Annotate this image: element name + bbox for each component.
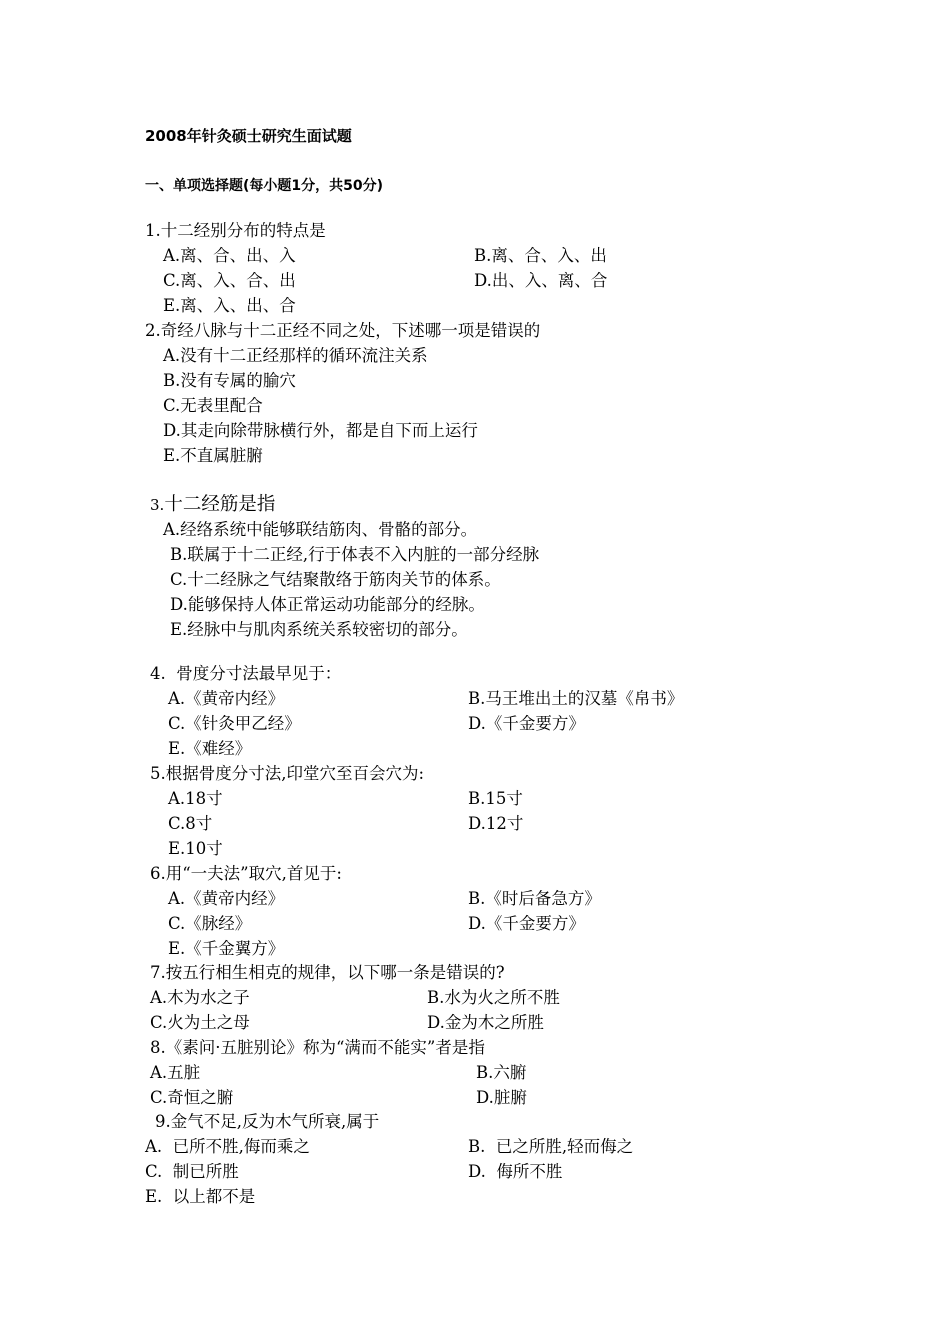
question-6-option-d: D.《千金要方》: [468, 914, 585, 933]
question-1-option-e: E.离、入、出、合: [163, 296, 296, 315]
question-6-stem: 6.用“一夫法”取穴,首见于:: [150, 864, 342, 883]
question-5-option-e: E.10寸: [168, 839, 223, 858]
question-2-option-b: B.没有专属的腧穴: [163, 371, 296, 390]
question-1-option-c: C.离、入、合、出: [163, 271, 296, 290]
question-9-stem: 9.金气不足,反为木气所衰,属于: [155, 1112, 380, 1131]
question-9-option-b: B. 已之所胜,轻而侮之: [468, 1137, 634, 1156]
question-7-stem: 7.按五行相生相克的规律，以下哪一条是错误的?: [150, 963, 505, 982]
question-6-option-e: E.《千金翼方》: [168, 939, 285, 958]
question-3-option-e: E.经脉中与肌肉系统关系较密切的部分。: [170, 620, 468, 639]
question-7-option-d: D.金为木之所胜: [427, 1013, 544, 1032]
question-6-option-c: C.《脉经》: [168, 914, 252, 933]
question-7-option-a: A.木为水之子: [150, 988, 250, 1007]
question-9-option-c: C. 制已所胜: [145, 1162, 239, 1181]
question-2-option-c: C.无表里配合: [163, 396, 263, 415]
question-1-option-d: D.出、入、离、合: [474, 271, 608, 290]
question-2-option-d: D.其走向除带脉横行外，都是自下而上运行: [163, 421, 478, 440]
question-8-option-a: A.五脏: [150, 1063, 201, 1082]
question-1-option-b: B.离、合、入、出: [474, 246, 607, 265]
question-1-option-a: A.离、合、出、入: [163, 246, 296, 265]
question-2-option-e: E.不直属脏腑: [163, 446, 263, 465]
section-heading: 一、单项选择题(每小题1分，共50分): [145, 178, 384, 194]
question-3-option-c: C.十二经脉之气结聚散络于筋肉关节的体系。: [170, 570, 501, 589]
question-4-option-b: B.马王堆出土的汉墓《帛书》: [468, 689, 684, 708]
question-7-option-b: B.水为火之所不胜: [427, 988, 560, 1007]
question-8-option-c: C.奇恒之腑: [150, 1088, 234, 1107]
question-3-option-d: D.能够保持人体正常运动功能部分的经脉。: [170, 595, 485, 614]
question-6-option-b: B.《时后备急方》: [468, 889, 601, 908]
question-3-option-b: B.联属于十二正经,行于体表不入内脏的一部分经脉: [170, 545, 540, 564]
question-5-stem: 5.根据骨度分寸法,印堂穴至百会穴为:: [150, 764, 425, 783]
question-4-option-d: D.《千金要方》: [468, 714, 585, 733]
question-1-stem: 1.十二经别分布的特点是: [145, 221, 326, 240]
question-8-option-b: B.六腑: [476, 1063, 527, 1082]
question-5-option-a: A.18寸: [168, 789, 223, 808]
question-8-stem: 8.《素问·五脏别论》称为“满而不能实”者是指: [150, 1038, 485, 1057]
question-4-stem: 4. 骨度分寸法最早见于：: [150, 664, 342, 683]
question-5-option-d: D.12寸: [468, 814, 524, 833]
question-3-stem: 十二经筋是指: [164, 494, 276, 515]
question-6-option-a: A.《黄帝内经》: [168, 889, 285, 908]
question-5-option-c: C.8寸: [168, 814, 213, 833]
question-9-option-e: E. 以上都不是: [145, 1187, 256, 1206]
question-5-option-b: B.15寸: [468, 789, 523, 808]
question-4-option-c: C.《针灸甲乙经》: [168, 714, 301, 733]
question-4-option-a: A.《黄帝内经》: [168, 689, 285, 708]
question-3-option-a: A.经络系统中能够联结筋肉、骨骼的部分。: [163, 520, 478, 539]
question-9-option-d: D. 侮所不胜: [468, 1162, 563, 1181]
question-9-option-a: A. 已所不胜,侮而乘之: [145, 1137, 310, 1156]
question-4-option-e: E.《难经》: [168, 739, 252, 758]
document-title: 2008年针灸硕士研究生面试题: [145, 127, 352, 145]
question-3-number: 3.: [150, 496, 165, 514]
question-2-option-a: A.没有十二正经那样的循环流注关系: [163, 346, 428, 365]
question-2-stem: 2.奇经八脉与十二正经不同之处，下述哪一项是错误的: [145, 321, 541, 340]
question-8-option-d: D.脏腑: [476, 1088, 527, 1107]
question-3-stem-line: [150, 495, 275, 515]
question-7-option-c: C.火为土之母: [150, 1013, 250, 1032]
